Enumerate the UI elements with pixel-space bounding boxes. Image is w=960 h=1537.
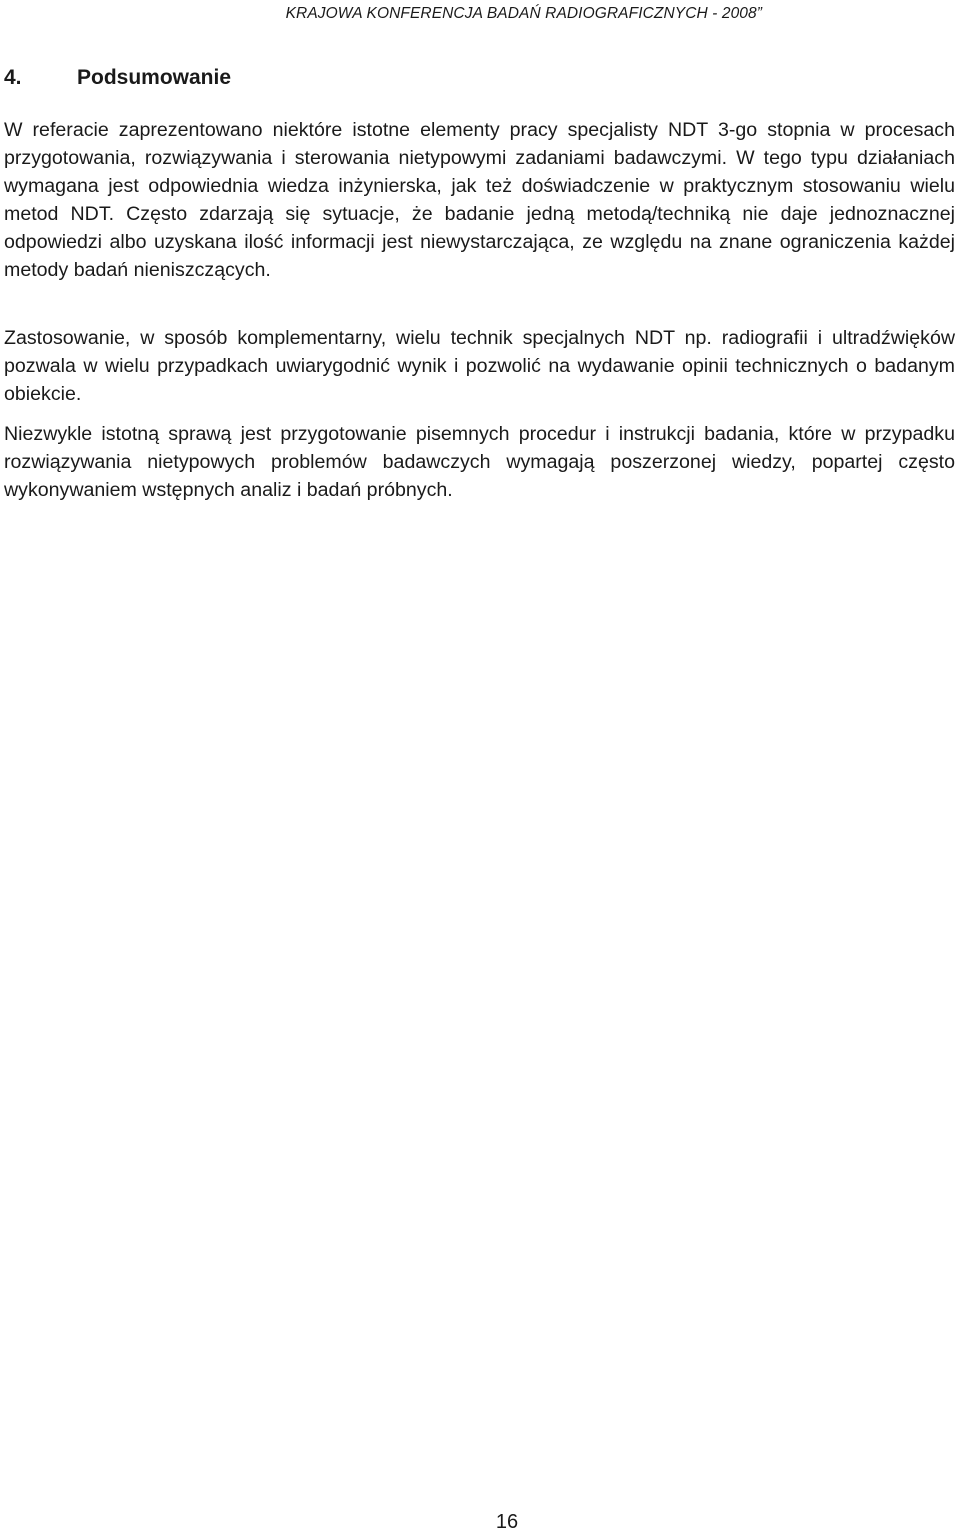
section-number: 4. <box>4 66 22 89</box>
summary-paragraph-3: Niezwykle istotną sprawą jest przygotowanie pisemnych procedur i instrukcji badania, które w przypadku rozwiązywania nietypowych problemów badawczych wymagają poszerzonej wiedzy, popartej często wykonywaniem wstępnych analiz i badań próbnych. <box>4 423 955 501</box>
summary-paragraph-2: Zastosowanie, w sposób komplementarny, wielu technik specjalnych NDT np. radiografii i ultradźwięków pozwala w wielu przypadkach uwiarygodnić wynik i pozwolić na wydawanie opinii technicznych o badanym obiekcie. <box>4 327 955 405</box>
summary-paragraph-1: W referacie zaprezentowano niektóre istotne elementy pracy specjalisty NDT 3-go stopnia w procesach przygotowania, rozwiązywania i sterowania nietypowymi zadaniami badawczymi. W tego typu działaniach wymagana jest odpowiednia wiedza inżynierska, jak też doświadczenie w praktycznym stosowaniu wielu metod NDT. Często zdarzają się sytuacje, że badanie jedną metodą/techniką nie daje jednoznacznej odpowiedzi albo uzyskana ilość informacji jest niewystarczająca, ze względu na znane ograniczenia każdej metody badań nieniszczących. <box>4 119 955 281</box>
running-header: KRAJOWA KONFERENCJA BADAŃ RADIOGRAFICZNYCH - 2008” <box>285 5 762 22</box>
section-heading <box>4 66 231 90</box>
section-title: Podsumowanie <box>77 66 232 89</box>
page-number: 16 <box>495 1511 519 1533</box>
